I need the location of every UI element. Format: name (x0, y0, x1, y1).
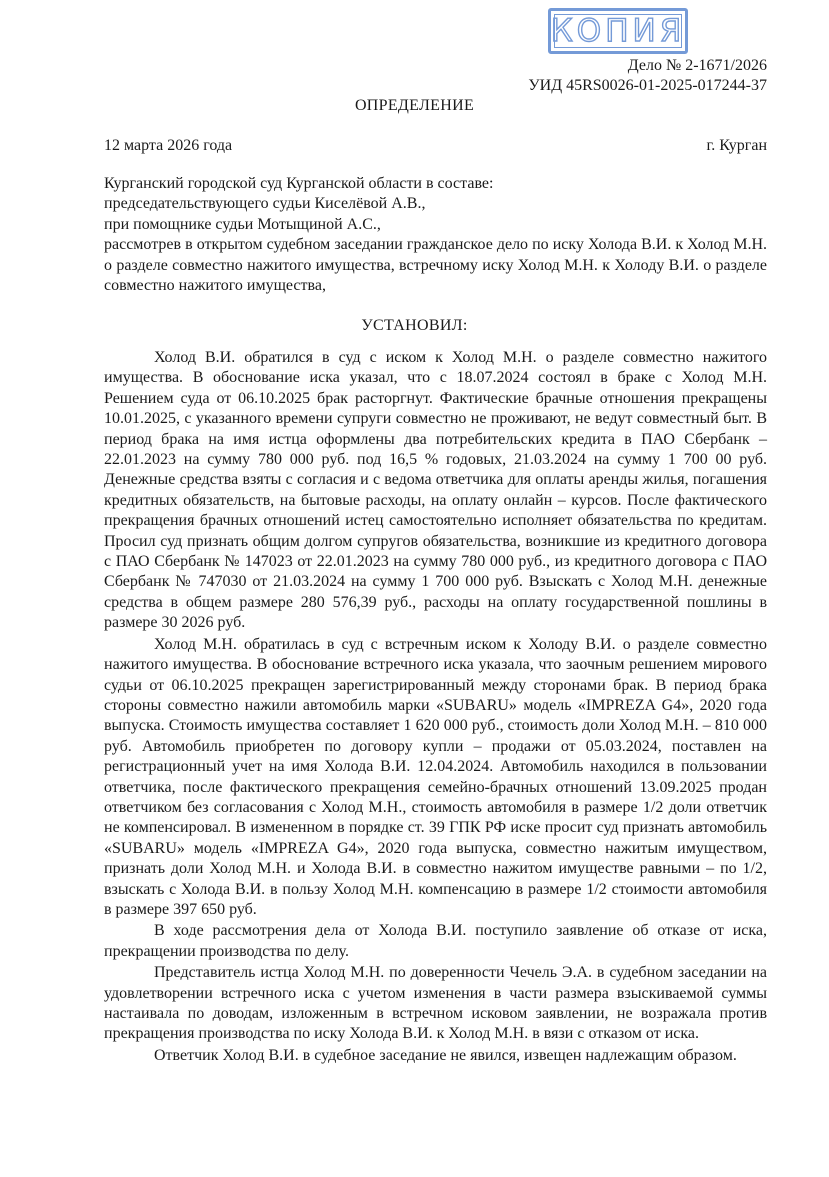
intro-line: рассмотрев в открытом судебном заседании гражданское дело по иску Холода В.И. к Холод М.Н. о разделе совместно нажитого имущества, встречному иску Холод М.Н. к Холоду В.И. о разделе совместно нажитого имущества, (104, 236, 767, 295)
case-header (528, 56, 767, 96)
copy-stamp-text: КОПИЯ (550, 12, 686, 49)
body-paragraph: Ответчик Холод В.И. в судебное заседание не явился, извещен надлежащим образом. (154, 1046, 737, 1064)
date-line (104, 137, 767, 155)
copy-stamp (548, 8, 688, 54)
case-number: Дело № 2-1671/2026 (627, 57, 767, 74)
document-title: ОПРЕДЕЛЕНИЕ (354, 97, 475, 114)
intro-line: Курганский городской суд Курганской области в составе: (104, 175, 494, 192)
intro-block (104, 174, 767, 296)
intro-line: при помощнике судьи Мотыщиной А.С., (104, 215, 381, 233)
body-paragraph: В ходе рассмотрения дела от Холода В.И. поступило заявление об отказе от иска, прекращении производства по делу. (104, 922, 767, 960)
case-uid: УИД 45RS0026-01-2025-017244-37 (528, 77, 767, 94)
body-paragraph: Представитель истца Холод М.Н. по доверенности Чечель Э.А. в судебном заседании на удовлетворении встречного иска с учетом изменения в части размера взыскиваемой суммы настаивала по доводам, изложенным в встречном исковом заявлении, не возражала против прекращения производства по иску Холода В.И. к Холод М.Н. в вязи с отказом от иска. (104, 964, 767, 1043)
section-title: УСТАНОВИЛ: (361, 317, 468, 334)
body-paragraph: Холод М.Н. обратилась в суд с встречным иском к Холоду В.И. о разделе совместно нажитого имущества. В обоснование встречного иска указала, что заочным решением мирового судьи от 06.10.2025 прекращен зарегистрированный между сторонами брак. В период брака стороны совместно нажили автомобиль марки «SUBARU» модель «IMPREZA G4», 2020 года выпуска. Стоимость имущества составляет 1 620 000 руб., стоимость доли Холод М.Н. – 810 000 руб. Автомобиль приобретен по договору купли – продажи от 05.03.2024, поставлен на регистрационный учет на имя Холода В.И. 12.04.2024. Автомобиль находился в пользовании ответчика, после фактического прекращения семейно-брачных отношений 13.09.2025 продан ответчиком без согласования с Холод М.Н., стоимость автомобиля в размере 1/2 доли ответчик не компенсировал. В измененном в порядке ст. 39 ГПК РФ иске просит суд признать автомобиль «SUBARU» модель «IMPREZA G4», 2020 года выпуска, совместно нажитым имуществом, признать доли Холод М.Н. и Холода В.И. в совместно нажитом имуществе равными – по 1/2, взыскать с Холода В.И. в пользу Холод М.Н. компенсацию в размере 1/2 стоимости автомобиля в размере 397 650 руб. (104, 635, 767, 918)
intro-line: председательствующего судьи Киселёвой А.В., (104, 195, 426, 213)
document-city: г. Курган (706, 137, 767, 154)
copy-stamp-inner-border (554, 14, 682, 48)
body-paragraph: Холод В.И. обратился в суд с иском к Холод М.Н. о разделе совместно нажитого имущества. В обоснование иска указал, что с 18.07.2024 состоял в браке с Холод М.Н. Решением суда от 06.10.2025 брак расторгнут. Фактические брачные отношения прекращены 10.01.2025, с указанного времени супруги совместно не проживают, не ведут совместный быт. В период брака на имя истца оформлены два потребительских кредита в ПАО Сбербанк – 22.01.2023 на сумму 780 000 руб. под 16,5 % годовых, 21.03.2024 на сумму 1 700 00 руб. Денежные средства взяты с согласия и с ведома ответчика для оплаты аренды жилья, погашения кредитных обязательств, на бытовые расходы, на оплату онлайн – курсов. После фактического прекращения брачных отношений истец самостоятельно исполняет обязательства по кредитам. Просил суд признать общим долгом супругов обязательства, возникшие из кредитного договора с ПАО Сбербанк № 147023 от 22.01.2023 на сумму 780 000 руб., из кредитного договора с ПАО Сбербанк № 747030 от 21.03.2024 на сумму 1 700 000 руб. Взыскать с Холод М.Н. денежные средства в общем размере 280 576,39 руб., расходы на оплату государственной пошлины в размере 30 2026 руб. (104, 349, 767, 632)
document-date: 12 марта 2026 года (104, 137, 233, 154)
document-body (104, 348, 767, 1067)
